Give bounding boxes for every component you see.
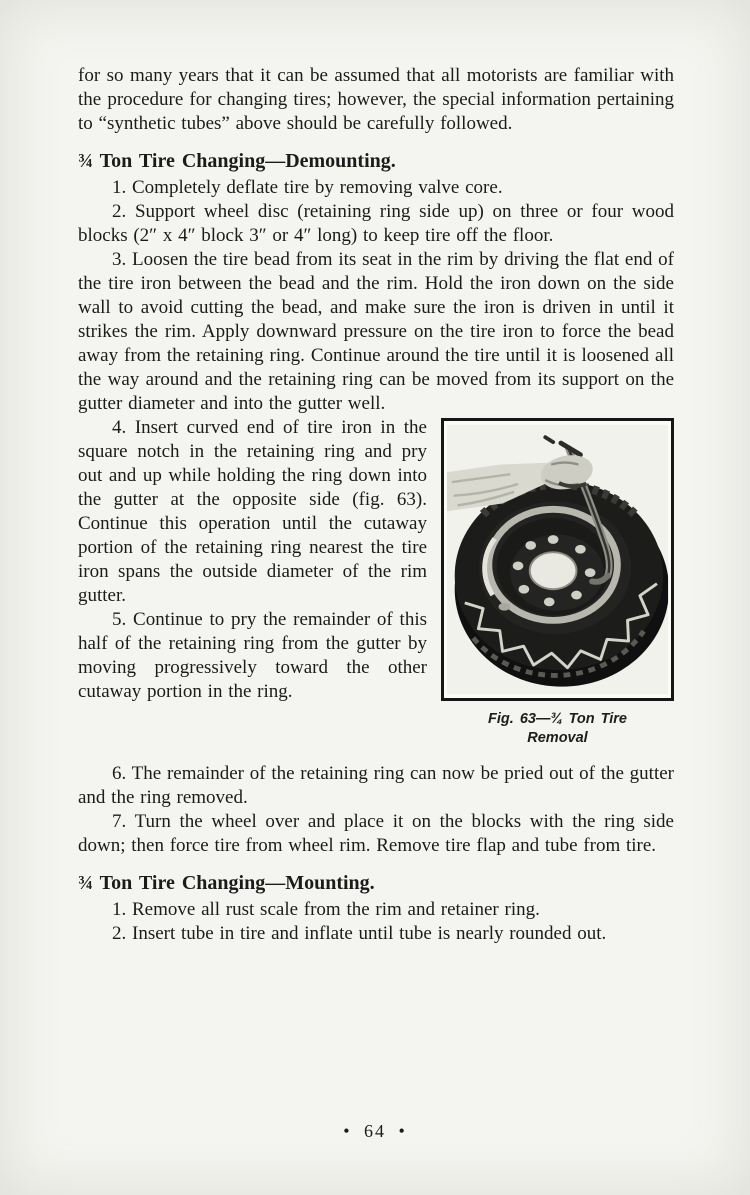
figure-caption xyxy=(441,710,674,748)
demounting-heading: ¾ Ton Tire Changing—Demounting. xyxy=(78,150,396,172)
intro-paragraph: for so many years that it can be assumed that all motorists are familiar with the procedure for changing tires; however, the special information pertaining to “synthetic tubes” above should be carefully followed. xyxy=(78,65,674,134)
demounting-step-4: 4. Insert curved end of tire iron in the square notch in the retaining ring and pry out and up while holding the ring down into the gutter at the opposite side (fig. 63). Continue this operation until the cutaway portion of the retaining ring nearest the tire iron spans the outside diameter of the rim gutter. xyxy=(78,417,427,606)
demounting-step-2: 2. Support wheel disc (retaining ring side up) on three or four wood blocks (2″ x 4″ block 3″ or 4″ long) to keep tire off the floor. xyxy=(78,201,674,246)
figure-caption-line1: Fig. 63—¾ Ton Tire xyxy=(488,711,627,727)
page-number: • 64 • xyxy=(343,1121,407,1141)
mounting-step-1: 1. Remove all rust scale from the rim and retainer ring. xyxy=(112,899,540,920)
demounting-step-3: 3. Loosen the tire bead from its seat in the rim by driving the flat end of the tire iron between the bead and the rim. Hold the iron down on the side wall to avoid cutting the bead, and make sure the iron is driven in until it strikes the rim. Apply downward pressure on the tire iron to force the bead away from the retaining ring. Continue around the tire until it is loosened all the way around and the retaining ring can be moved from its support on the gutter diameter and into the gutter well. xyxy=(78,249,674,414)
mounting-step-2: 2. Insert tube in tire and inflate until tube is nearly rounded out. xyxy=(112,923,607,944)
figure-text-wrap-block xyxy=(78,416,674,746)
demounting-step-7: 7. Turn the wheel over and place it on the blocks with the ring side down; then force tire from wheel rim. Remove tire flap and tube from tire. xyxy=(78,811,674,856)
figure-tire-removal xyxy=(441,418,674,748)
demounting-step-1: 1. Completely deflate tire by removing valve core. xyxy=(112,177,503,198)
figure-caption-line2: Removal xyxy=(527,730,588,746)
mounting-heading: ¾ Ton Tire Changing—Mounting. xyxy=(78,872,375,894)
tire-removal-photo xyxy=(441,418,674,701)
demounting-step-6: 6. The remainder of the retaining ring can now be pried out of the gutter and the ring removed. xyxy=(78,763,674,808)
demounting-step-5: 5. Continue to pry the remainder of this half of the retaining ring from the gutter by moving progressively toward the other cutaway portion in the ring. xyxy=(78,609,427,702)
valve-glint xyxy=(499,603,511,611)
